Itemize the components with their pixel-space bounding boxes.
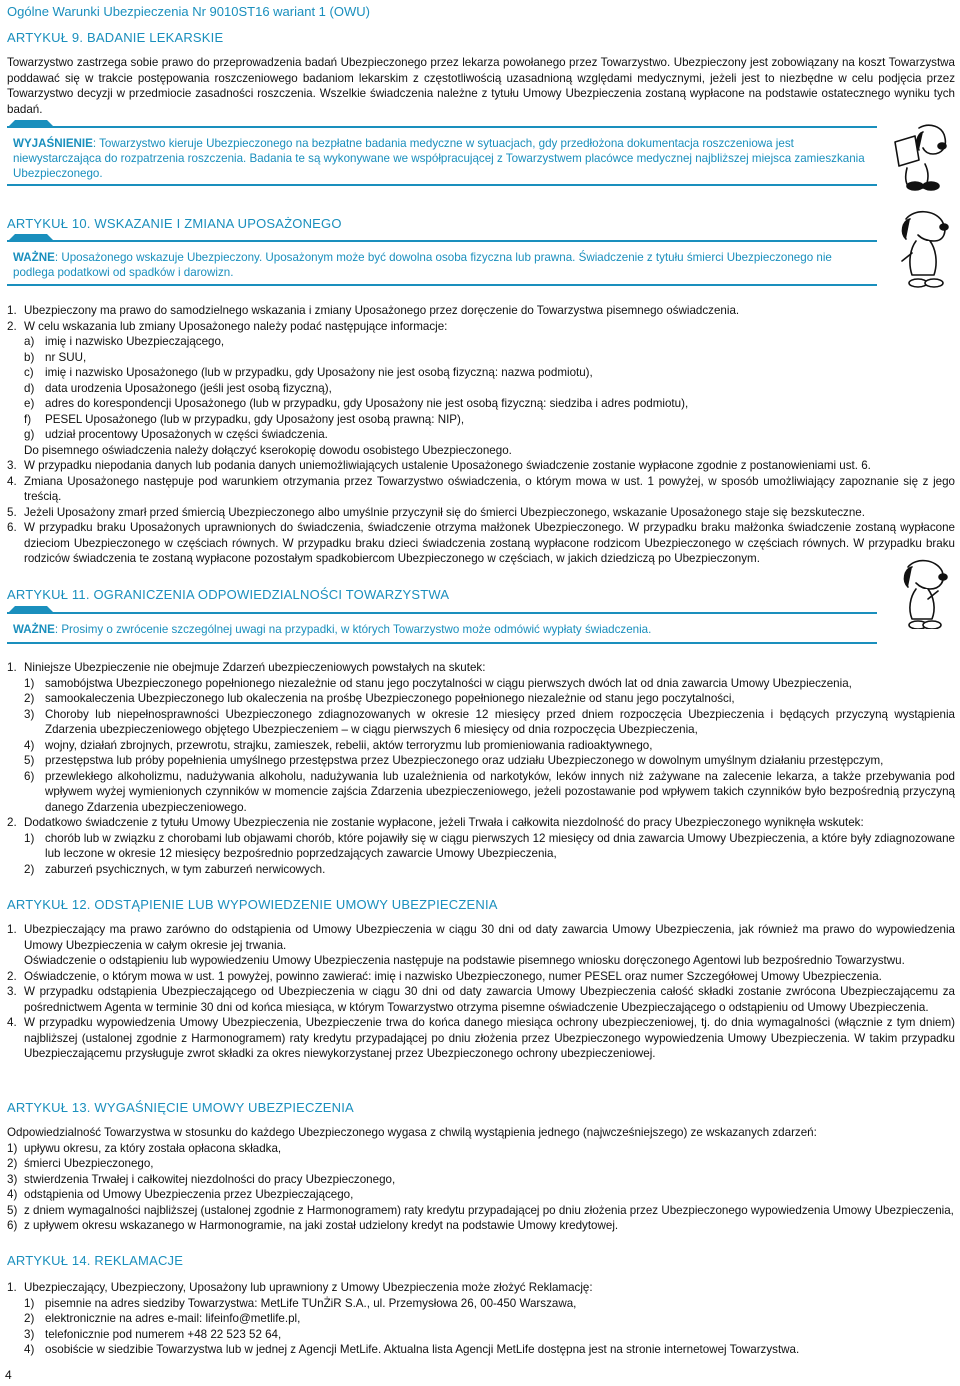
sub-item: e) adres do korespondencji Uposażonego (lub w przypadku, gdy Uposażony nie jest osobą fizyczną: siedziba i adres podmiotu), xyxy=(24,397,689,410)
note: Do pisemnego oświadczenia należy dołączyć kserokopię dowodu osobistego Ubezpieczonego. xyxy=(24,443,512,457)
article-9-text: Towarzystwo zastrzega sobie prawo do przeprowadzenia badań Ubezpieczonego przez lekarza powołanego przez Towarzystwo. Ubezpieczony jest zobowiązany na koszt Towarzystwa poddawać się w trakcie postępowania roszczeniowego badaniom lekarskim z częstotliwością uzasadnioną względami medycznymi, jeżeli jest to niezbędne w celu podjęcia przez Towarzystwo decyzji w przedmiocie zasadności roszczenia. Wszelkie świadczenia należne z tytułu Umowy Ubezpieczenia zostaną wypłacone na podstawie ostatecznego wyniku tych badań. xyxy=(7,56,955,116)
sub-item: 6) przewlekłego alkoholizmu, nadużywania alkoholu, nadużywania lub uzależnienia od narkotyków, leków innych niż zażywane na zalecenie lekarza, a także przebywania pod wpływem wyżej wymienionych czynników w momencie zajścia Zdarzenia ubezpieczeniowego, jeżeli pozostawanie pod wpływem takich czynników było bezpośrednią przyczyną danego Zdarzenia ubezpieczeniowego. xyxy=(24,769,955,814)
box-text: : Towarzystwo kieruje Ubezpieczonego na bezpłatne badania medyczne w sytuacjach, gdy przedłożona dokumentacja roszczeniowa jest niewystarczająca do rozpatrzenia roszczenia. Badania te są wykonywane we współpracującej z Towarzystwem placówce medycznej najbliższej miejsca zamieszkania Ubezpieczonego. xyxy=(13,137,865,180)
sub-item: 3) Choroby lub niepełnosprawności Ubezpieczonego zdiagnozowanych w okresie 12 miesięcy przed dniem rozpoczęcia Ubezpieczenia i będących przyczyną wystąpienia Zdarzenia ubezpieczeniowego objętego Ubezpieczeniem – w ciągu pierwszych 6 miesięcy od dnia rozpoczęcia Ubezpieczenia, xyxy=(24,707,955,736)
sub-item: 4) osobiście w siedzibie Towarzystwa lub w jednej z Agencji MetLife. Aktualna lista Agencji MetLife dostępna jest na stronie internetowej Towarzystwa. xyxy=(24,1343,800,1356)
box-label: WAŻNE xyxy=(13,251,55,264)
article-11-list xyxy=(7,660,955,877)
list-item: 1. Ubezpieczający ma prawo zarówno do odstąpienia od Umowy Ubezpieczenia w ciągu 30 dni od daty zawarcia Umowy Ubezpieczenia, jak również ma prawo do wypowiedzenia Umowy Ubezpieczenia w całym okresie jej trwania. Oświadczenie o odstąpieniu lub wypowiedzeniu Umowy Ubezpieczenia następuje na podstawie pisemnego wniosku doręczonego Agentowi lub bezpośrednio Towarzystwu. xyxy=(7,923,955,967)
box-tab xyxy=(7,606,55,614)
article-13-list xyxy=(7,1125,955,1234)
list-item: 3. W przypadku odstąpienia Ubezpieczającego od Ubezpieczenia w ciągu 30 dni od daty zawarcia Umowy Ubezpieczenia całość składki zostanie zwrócona Ubezpieczającemu za pośrednictwem Agenta w terminie 30 dni od końca miesiąca, w którym Towarzystwo otrzyma pisemne oświadczenie Ubezpieczającego o odstąpieniu od Umowy Ubezpieczenia. xyxy=(7,985,955,1014)
list-item: 4) odstąpienia od Umowy Ubezpieczenia przez Ubezpieczającego, xyxy=(7,1188,354,1201)
list-item: 4. W przypadku wypowiedzenia Umowy Ubezpieczenia, Ubezpieczenie trwa do końca danego miesiąca ochrony ubezpieczeniowej, tj. do dnia wymagalności (włącznie z tym dniem) najbliższej (ustalonej zgodnie z Harmonogramem) raty kredytu przypadającej po dniu złożenia przez Ubezpieczonego wypowiedzenia Umowy Ubezpieczenia. W takim przypadku Ubezpieczającemu przysługuje zwrot składki za okres niewykorzystanej przez Ubezpieczonego ochrony ubezpieczeniowej. xyxy=(7,1016,955,1060)
box-label: WYJAŚNIENIE xyxy=(13,137,93,150)
article-10-heading: ARTYKUŁ 10. WSKAZANIE I ZMIANA UPOSAŻONEGO xyxy=(7,216,342,231)
sub-item: 1) chorób lub w związku z chorobami lub objawami chorób, które pojawiły się w ciągu pierwszych 12 miesięcy od dnia zawarcia Umowy Ubezpieczenia, a które były zdiagnozowane lub leczone w okresie 12 miesięcy bezpośrednio poprzedzających zawarcie Umowy Ubezpieczenia, xyxy=(24,831,955,860)
list-item: 3) stwierdzenia Trwałej i całkowitej niezdolności do pracy Ubezpieczonego, xyxy=(7,1172,396,1186)
document-title: Ogólne Warunki Ubezpieczenia Nr 9010ST16 wariant 1 (OWU) xyxy=(7,4,370,19)
article-11-heading: ARTYKUŁ 11. OGRANICZENIA ODPOWIEDZIALNOŚCI TOWARZYSTWA xyxy=(7,587,450,602)
list-item: 2) śmierci Ubezpieczonego, xyxy=(7,1157,154,1170)
important-box xyxy=(7,240,877,286)
list-item: 6. W przypadku braku Uposażonych uprawnionych do świadczenia, świadczenie otrzyma małżonek Ubezpieczonego. W przypadku braku małżonka świadczenie zostaną wypłacone dzieciom Ubezpieczonego w częściach równych. W przypadku braku dzieci świadczenia zostaną wypłacone rodzicom Ubezpieczonego w częściach równych. W przypadku braku rodziców świadczenia te zostaną wypłacone pozostałym spadkobiercom Ubezpieczonego w częściach, w jakich dziedziczą po Ubezpieczonym. xyxy=(7,521,955,565)
sub-item: 3) telefonicznie pod numerem +48 22 523 52 64, xyxy=(24,1327,282,1341)
sub-item: 5) przestępstwa lub próby popełnienia umyślnego przestępstwa przez Ubezpieczonego oraz udziału Ubezpieczonego w dowolnym umyślnym działaniu przestępczym, xyxy=(24,754,884,767)
list-item: 6) z upływem okresu wskazanego w Harmonogramie, na jaki został udzielony kredyt na podstawie Umowy kredytowej. xyxy=(7,1219,619,1232)
snoopy-standing-illustration xyxy=(888,205,954,289)
snoopy-thinking-illustration xyxy=(888,555,954,629)
sub-item: 1) samobójstwa Ubezpieczonego popełnionego niezależnie od stanu jego poczytalności w ciągu pierwszych dwóch lat od dnia zawarcia Umowy Ubezpieczenia, xyxy=(24,676,852,690)
sub-item: 1) pisemnie na adres siedziby Towarzystwa: MetLife TUnŻiR S.A., ul. Przemysłowa 26, 00-450 Warszawa, xyxy=(24,1296,577,1310)
sub-item: 2) samookaleczenia Ubezpieczonego lub okaleczenia na prośbę Ubezpieczonego popełnionego niezależnie od stanu jego poczytalności, xyxy=(24,692,735,705)
list-item: 2. Dodatkowo świadczenie z tytułu Umowy Ubezpieczenia nie zostanie wypłacone, jeżeli Trwała i całkowita niezdolność do pracy Ubezpieczonego wyniknęła wskutek: xyxy=(7,816,864,829)
sub-item: c) imię i nazwisko Uposażonego (lub w przypadku, gdy Uposażony nie jest osobą fizyczną: nazwa podmiotu), xyxy=(24,366,593,379)
sub-item: a) imię i nazwisko Ubezpieczającego, xyxy=(24,335,225,348)
box-tab xyxy=(7,120,55,128)
article-10-list xyxy=(7,303,955,567)
list-item: 4. Zmiana Uposażonego następuje pod warunkiem otrzymania przez Towarzystwo oświadczenia, o którym mowa w ust. 1 powyżej, w sposób umożliwiający zapoznanie się z jego treścią. xyxy=(7,474,955,503)
page-number: 4 xyxy=(5,1368,12,1382)
box-label: WAŻNE xyxy=(13,623,55,636)
article-13-heading: ARTYKUŁ 13. WYGAŚNIĘCIE UMOWY UBEZPIECZENIA xyxy=(7,1100,354,1115)
list-item: 1) upływu okresu, za który została opłacona składka, xyxy=(7,1141,282,1155)
snoopy-reading-illustration xyxy=(885,120,953,192)
list-item: 3. W przypadku niepodania danych lub podania danych uniemożliwiających ustalenie Uposażonego świadczenie zostanie wypłacone zgodnie z postanowieniami ust. 6. xyxy=(7,459,871,472)
list-item: 1. Niniejsze Ubezpieczenie nie obejmuje Zdarzeń ubezpieczeniowych powstałych na skutek: xyxy=(7,661,486,674)
explanation-box xyxy=(7,126,877,186)
sub-item: 4) wojny, działań zbrojnych, przewrotu, strajku, zamieszek, rebelii, aktów terroryzmu lub promieniowania radioaktywnego, xyxy=(24,738,653,752)
list-item: 1. Ubezpieczony ma prawo do samodzielnego wskazania i zmiany Uposażonego przez doręczenie do Towarzystwa pisemnego oświadczenia. xyxy=(7,304,740,317)
list-item: 2. Oświadczenie, o którym mowa w ust. 1 powyżej, powinno zawierać: imię i nazwisko Ubezpieczonego, numer PESEL oraz numer Szczegółowej Umowy Ubezpieczenia. xyxy=(7,969,882,983)
sub-item: g) udział procentowy Uposażonych w części świadczenia. xyxy=(24,428,328,441)
list-item: 2. W celu wskazania lub zmiany Uposażonego należy podać następujące informacje: xyxy=(7,319,448,333)
sub-item: 2) elektronicznie na adres e-mail: lifeinfo@metlife.pl, xyxy=(24,1312,301,1325)
sub-item: d) data urodzenia Uposażonego (jeśli jest osobą fizyczną), xyxy=(24,381,332,395)
list-item: 1. Ubezpieczający, Ubezpieczony, Uposażony lub uprawniony z Umowy Ubezpieczenia może złożyć Reklamację: xyxy=(7,1281,593,1294)
list-item: 5. Jeżeli Uposażony zmarł przed śmiercią Ubezpieczonego albo umyślnie przyczynił się do śmierci Ubezpieczonego, wskazanie Uposażonego staje się bezskuteczne. xyxy=(7,505,865,519)
intro: Odpowiedzialność Towarzystwa w stosunku do każdego Ubezpieczonego wygasa z chwilą wystąpienia jednego (najwcześniejszego) ze wskazanych zdarzeń: xyxy=(7,1126,817,1139)
sub-item: f) PESEL Uposażonego (lub w przypadku, gdy Uposażony jest osobą prawną: NIP), xyxy=(24,412,465,426)
box-tab xyxy=(7,234,55,242)
article-12-list xyxy=(7,922,955,1062)
box-text: : Prosimy o zwrócenie szczególnej uwagi na przypadki, w których Towarzystwo może odmówić wypłaty świadczenia. xyxy=(54,623,652,636)
article-12-heading: ARTYKUŁ 12. ODSTĄPIENIE LUB WYPOWIEDZENIE UMOWY UBEZPIECZENIA xyxy=(7,897,498,912)
box-text: : Uposażonego wskazuje Ubezpieczony. Uposażonym może być dowolna osoba fizyczna lub prawna. Świadczenie z tytułu śmierci Ubezpieczonego nie podlega podatkowi od spadków i darowizn. xyxy=(13,251,832,279)
article-14-list xyxy=(7,1280,955,1358)
article-14-heading: ARTYKUŁ 14. REKLAMACJE xyxy=(7,1253,184,1268)
list-item: 5) z dniem wymagalności najbliższej (ustalonej zgodnie z Harmonogramem) raty kredytu przypadającej po dniu złożenia przez Ubezpieczonego wypowiedzenia Umowy Ubezpieczenia, xyxy=(7,1203,954,1217)
important-box xyxy=(7,612,877,644)
sub-item: b) nr SUU, xyxy=(24,350,87,364)
article-9-heading: ARTYKUŁ 9. BADANIE LEKARSKIE xyxy=(7,30,224,45)
sub-item: 2) zaburzeń psychicznych, w tym zaburzeń nerwicowych. xyxy=(24,862,326,876)
